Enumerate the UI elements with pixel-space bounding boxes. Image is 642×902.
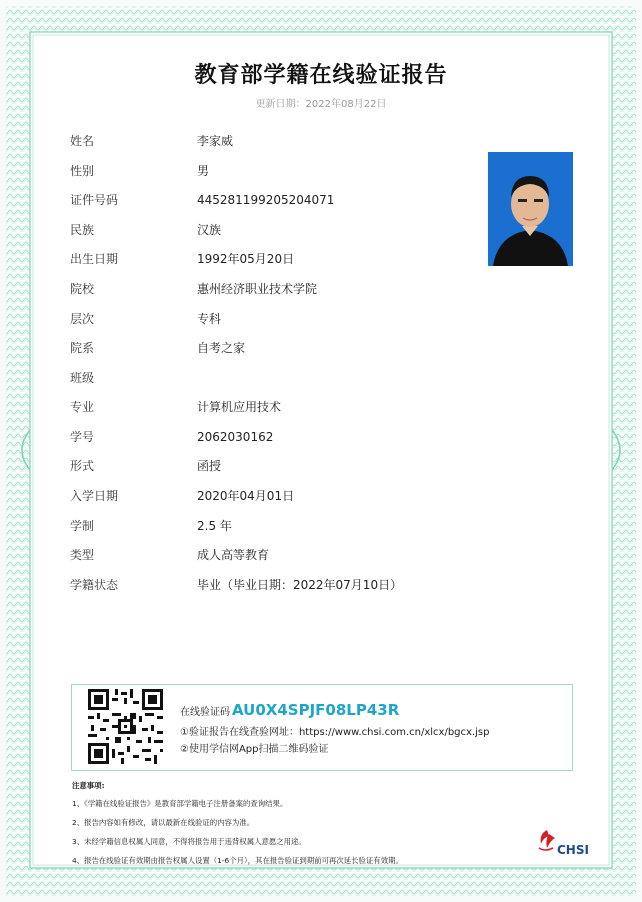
student-photo bbox=[488, 152, 573, 266]
verification-code-line bbox=[180, 701, 399, 719]
field-value: 函授 bbox=[197, 459, 222, 473]
field-value: 成人高等教育 bbox=[197, 548, 270, 562]
field-value: 1992年05月20日 bbox=[197, 252, 295, 266]
field-label: 层次 bbox=[70, 312, 95, 326]
field-value: 惠州经济职业技术学院 bbox=[197, 282, 318, 296]
field-value: 毕业（毕业日期：2022年07月10日） bbox=[197, 578, 403, 592]
note-item: 2、报告内容如有修改，请以最新在线验证的内容为准。 bbox=[72, 818, 255, 827]
field-value: 2062030162 bbox=[197, 430, 274, 444]
report-body bbox=[37, 38, 605, 865]
field-label: 出生日期 bbox=[70, 252, 119, 266]
field-label: 学籍状态 bbox=[70, 578, 119, 592]
field-label: 形式 bbox=[70, 459, 95, 473]
field-label: 入学日期 bbox=[70, 489, 119, 503]
report-title: 教育部学籍在线验证报告 bbox=[194, 63, 448, 88]
field-label: 院系 bbox=[70, 341, 95, 355]
update-date: 更新日期：2022年08月22日 bbox=[255, 99, 387, 110]
verification-panel bbox=[71, 684, 573, 771]
field-value: 专科 bbox=[197, 312, 222, 326]
field-label: 性别 bbox=[70, 164, 95, 178]
field-label: 专业 bbox=[70, 400, 95, 414]
verification-app-line: ②使用学信网App扫描二维码验证 bbox=[180, 744, 329, 755]
notes-title: 注意事项: bbox=[72, 781, 105, 790]
qr-code-icon[interactable] bbox=[88, 689, 163, 764]
verification-code-label: 在线验证码 bbox=[180, 707, 230, 718]
note-item: 1、《学籍在线验证报告》是教育部学籍电子注册备案的查询结果。 bbox=[72, 799, 288, 808]
field-label: 院校 bbox=[70, 282, 95, 296]
notes-section bbox=[72, 780, 592, 874]
field-label: 学号 bbox=[70, 430, 95, 444]
field-label: 证件号码 bbox=[70, 193, 119, 207]
field-value: 李家威 bbox=[197, 134, 234, 148]
field-value: 自考之家 bbox=[197, 341, 246, 355]
field-value: 汉族 bbox=[197, 223, 222, 237]
field-label: 学制 bbox=[70, 519, 95, 533]
verification-code: AU0X4SPJF08LP43R bbox=[232, 701, 400, 719]
field-label: 姓名 bbox=[70, 134, 95, 148]
field-value: 男 bbox=[197, 164, 210, 178]
field-label: 班级 bbox=[70, 371, 95, 385]
chsi-logo-text: CHSI bbox=[557, 843, 589, 857]
note-item: 4、报告在线验证有效期由报告权属人设置（1-6个月），其在报告验证到期前可再次延长验证有效期。 bbox=[72, 856, 403, 865]
field-label: 类型 bbox=[70, 548, 95, 562]
field-value: 2.5 年 bbox=[197, 519, 232, 533]
field-value: 2020年04月01日 bbox=[197, 489, 295, 503]
note-item: 3、未经学籍信息权属人同意，不得将报告用于违背权属人意愿之用途。 bbox=[72, 837, 306, 846]
field-label: 民族 bbox=[70, 223, 95, 237]
verification-url-line: ①验证报告在线查验网址：https://www.chsi.com.cn/xlcx/bgcx.jsp bbox=[180, 727, 490, 738]
field-value: 计算机应用技术 bbox=[197, 400, 282, 414]
field-value: 445281199205204071 bbox=[197, 193, 335, 207]
